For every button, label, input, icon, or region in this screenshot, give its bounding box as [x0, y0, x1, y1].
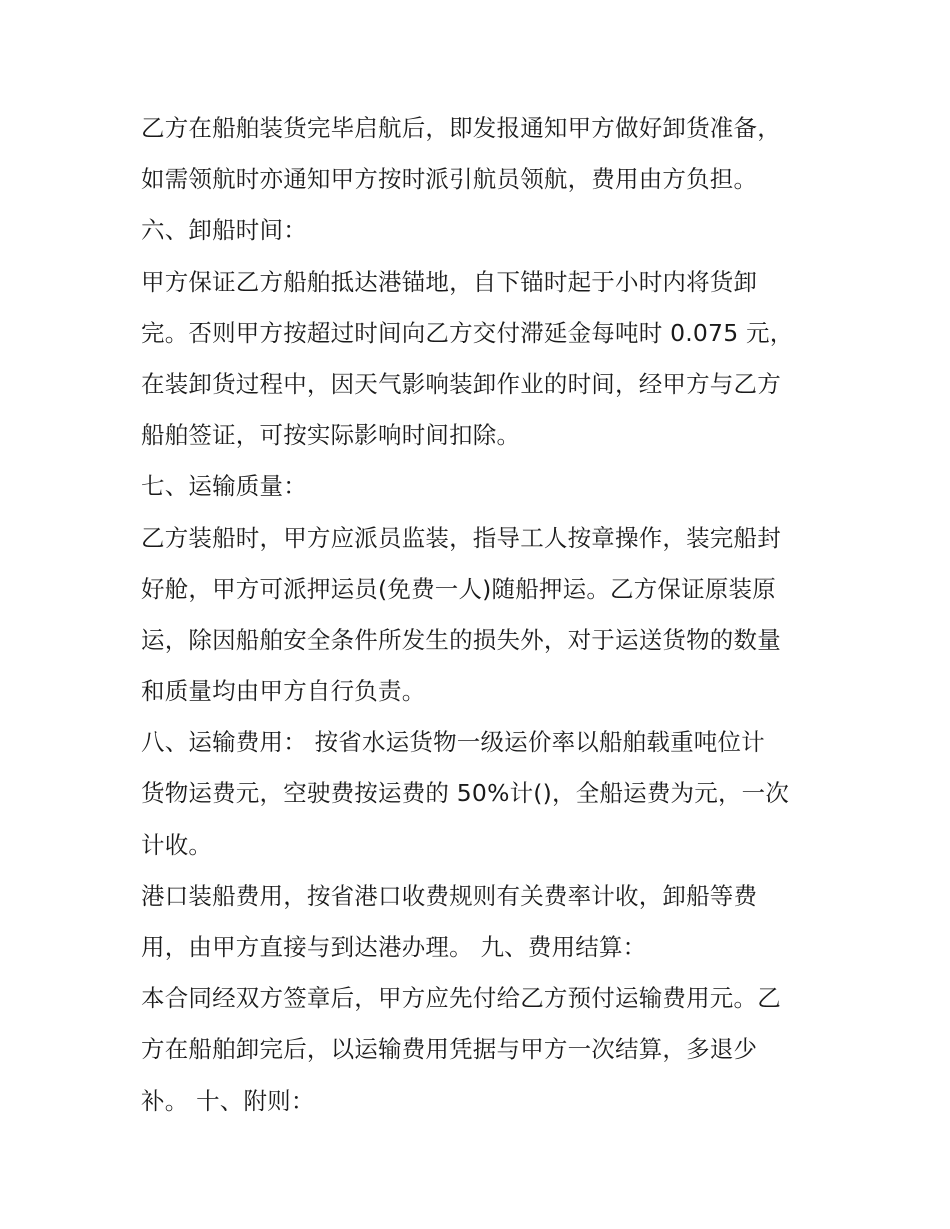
text-line: 运，除因船舶安全条件所发生的损失外，对于运送货物的数量: [141, 625, 781, 654]
text-line: 甲方保证乙方船舶抵达港锚地，自下锚时起于小时内将货卸: [141, 267, 758, 296]
section-heading: 六、卸船时间：: [141, 216, 307, 245]
text-line: 港口装船费用，按省港口收费规则有关费率计收，卸船等费: [141, 881, 758, 910]
section-heading: 七、运输质量：: [141, 472, 307, 501]
document-body: [141, 103, 821, 1127]
text-line: 乙方在船舶装货完毕启航后，即发报通知甲方做好卸货准备，: [141, 114, 781, 142]
text-line: 好舱，甲方可派押运员(免费一人)随船押运。乙方保证原装原: [141, 574, 776, 603]
text-line: 计收。: [141, 830, 213, 859]
text-line: 货物运费元，空驶费按运费的 50%计()，全船运费为元，一次: [141, 779, 790, 808]
text-line: 在装卸货过程中，因天气影响装卸作业的时间，经甲方与乙方: [141, 369, 781, 398]
text-line: 如需领航时亦通知甲方按时派引航员领航，费用由方负担。: [141, 165, 758, 194]
text-line: 和质量均由甲方自行负责。: [141, 677, 426, 706]
section-heading: 八、运输费用： 按省水运货物一级运价率以船舶载重吨位计: [141, 728, 765, 757]
text-line: 本合同经双方签章后，甲方应先付给乙方预付运输费用元。乙: [141, 984, 781, 1013]
text-line: 用，由甲方直接与到达港办理。 九、费用结算：: [141, 933, 647, 961]
text-line: 完。否则甲方按超过时间向乙方交付滞延金每吨时 0.075 元，: [141, 318, 794, 347]
text-line: 乙方装船时，甲方应派员监装，指导工人按章操作，装完船封: [141, 523, 781, 552]
text-line: 船舶签证，可按实际影响时间扣除。: [141, 421, 521, 450]
text-line: 方在船舶卸完后，以运输费用凭据与甲方一次结算，多退少: [141, 1035, 758, 1064]
text-line: 补。 十、附则：: [141, 1086, 315, 1115]
